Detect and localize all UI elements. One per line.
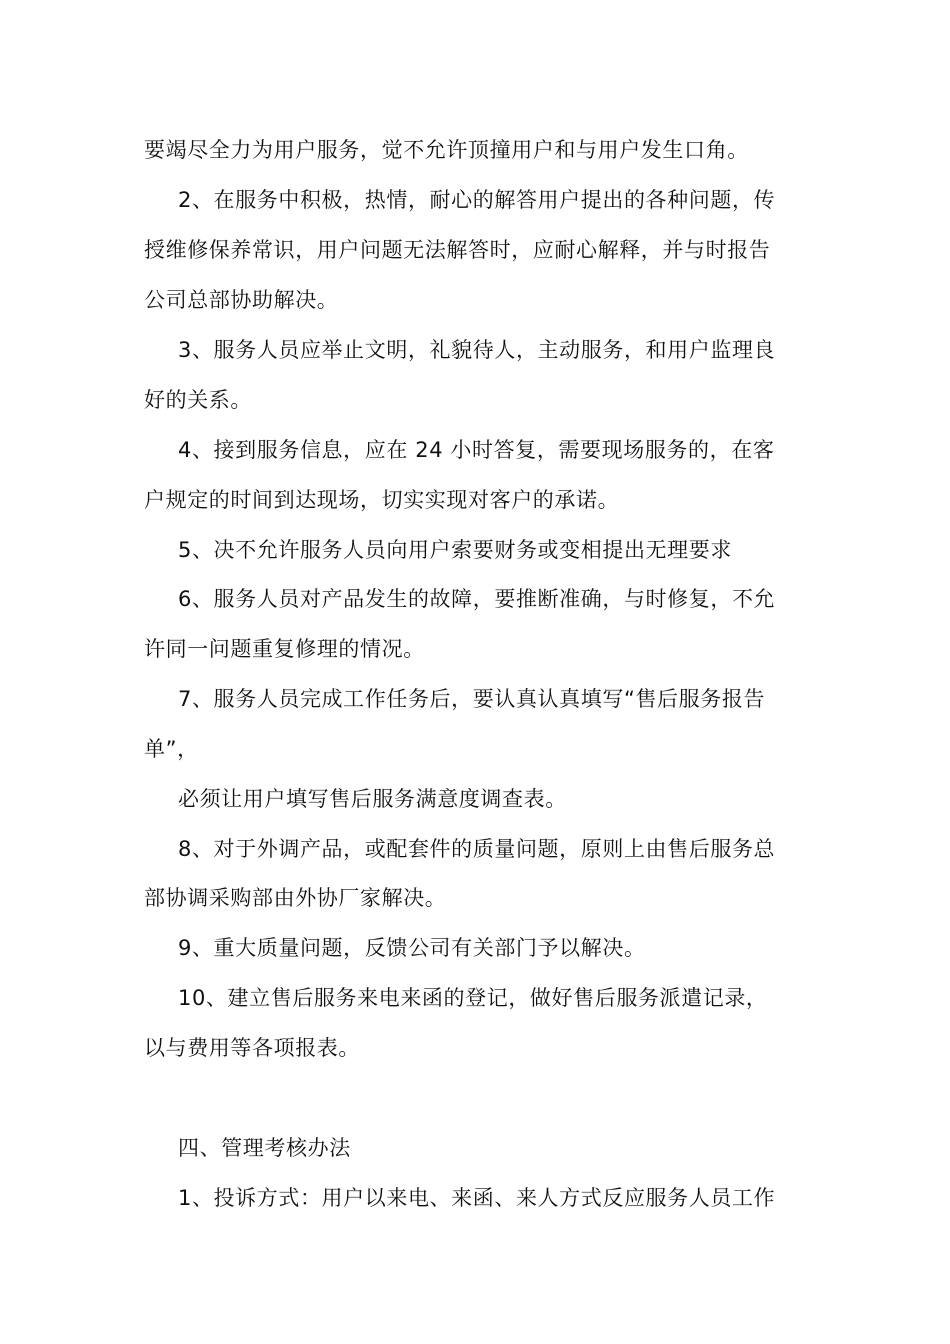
text-line: 要竭尽全力为用户服务，觉不允许顶撞用户和与用户发生口角。 (144, 138, 749, 162)
text-line: 公司总部协助解决。 (144, 288, 339, 312)
text-line: 9、重大质量问题，反馈公司有关部门予以解决。 (178, 936, 646, 960)
text-line: 8、对于外调产品，或配套件的质量问题，原则上由售后服务总 (178, 837, 776, 861)
text-line: 6、服务人员对产品发生的故障，要推断准确，与时修复，不允 (178, 587, 776, 611)
text-line: 必须让用户填写售后服务满意度调查表。 (178, 787, 567, 811)
text-line: 许同一问题重复修理的情况。 (144, 637, 425, 661)
text-line: 单”， (144, 737, 199, 761)
text-line: 好的关系。 (144, 388, 252, 412)
text-line: 5、决不允许服务人员向用户索要财务或变相提出无理要求 (178, 538, 732, 562)
text-line: 2、在服务中积极，热情，耐心的解答用户提出的各种问题，传 (178, 188, 776, 212)
text-line: 户规定的时间到达现场，切实实现对客户的承诺。 (144, 488, 620, 512)
text-line: 3、服务人员应举止文明，礼貌待人，主动服务，和用户监理良 (178, 338, 776, 362)
text-line: 7、服务人员完成工作任务后，要认真认真填写“售后服务报告 (178, 687, 766, 711)
section-heading: 四、管理考核办法 (178, 1136, 351, 1160)
text-line: 10、建立售后服务来电来函的登记，做好售后服务派遣记录， (178, 986, 768, 1010)
text-line: 部协调采购部由外协厂家解决。 (144, 886, 447, 910)
text-line: 以与费用等各项报表。 (144, 1036, 360, 1060)
text-line: 1、投诉方式：用户以来电、来函、来人方式反应服务人员工作 (178, 1186, 776, 1210)
text-line: 授维修保养常识，用户问题无法解答时，应耐心解释，并与时报告 (144, 238, 771, 262)
text-line: 4、接到服务信息，应在 24 小时答复，需要现场服务的，在客 (178, 438, 775, 462)
